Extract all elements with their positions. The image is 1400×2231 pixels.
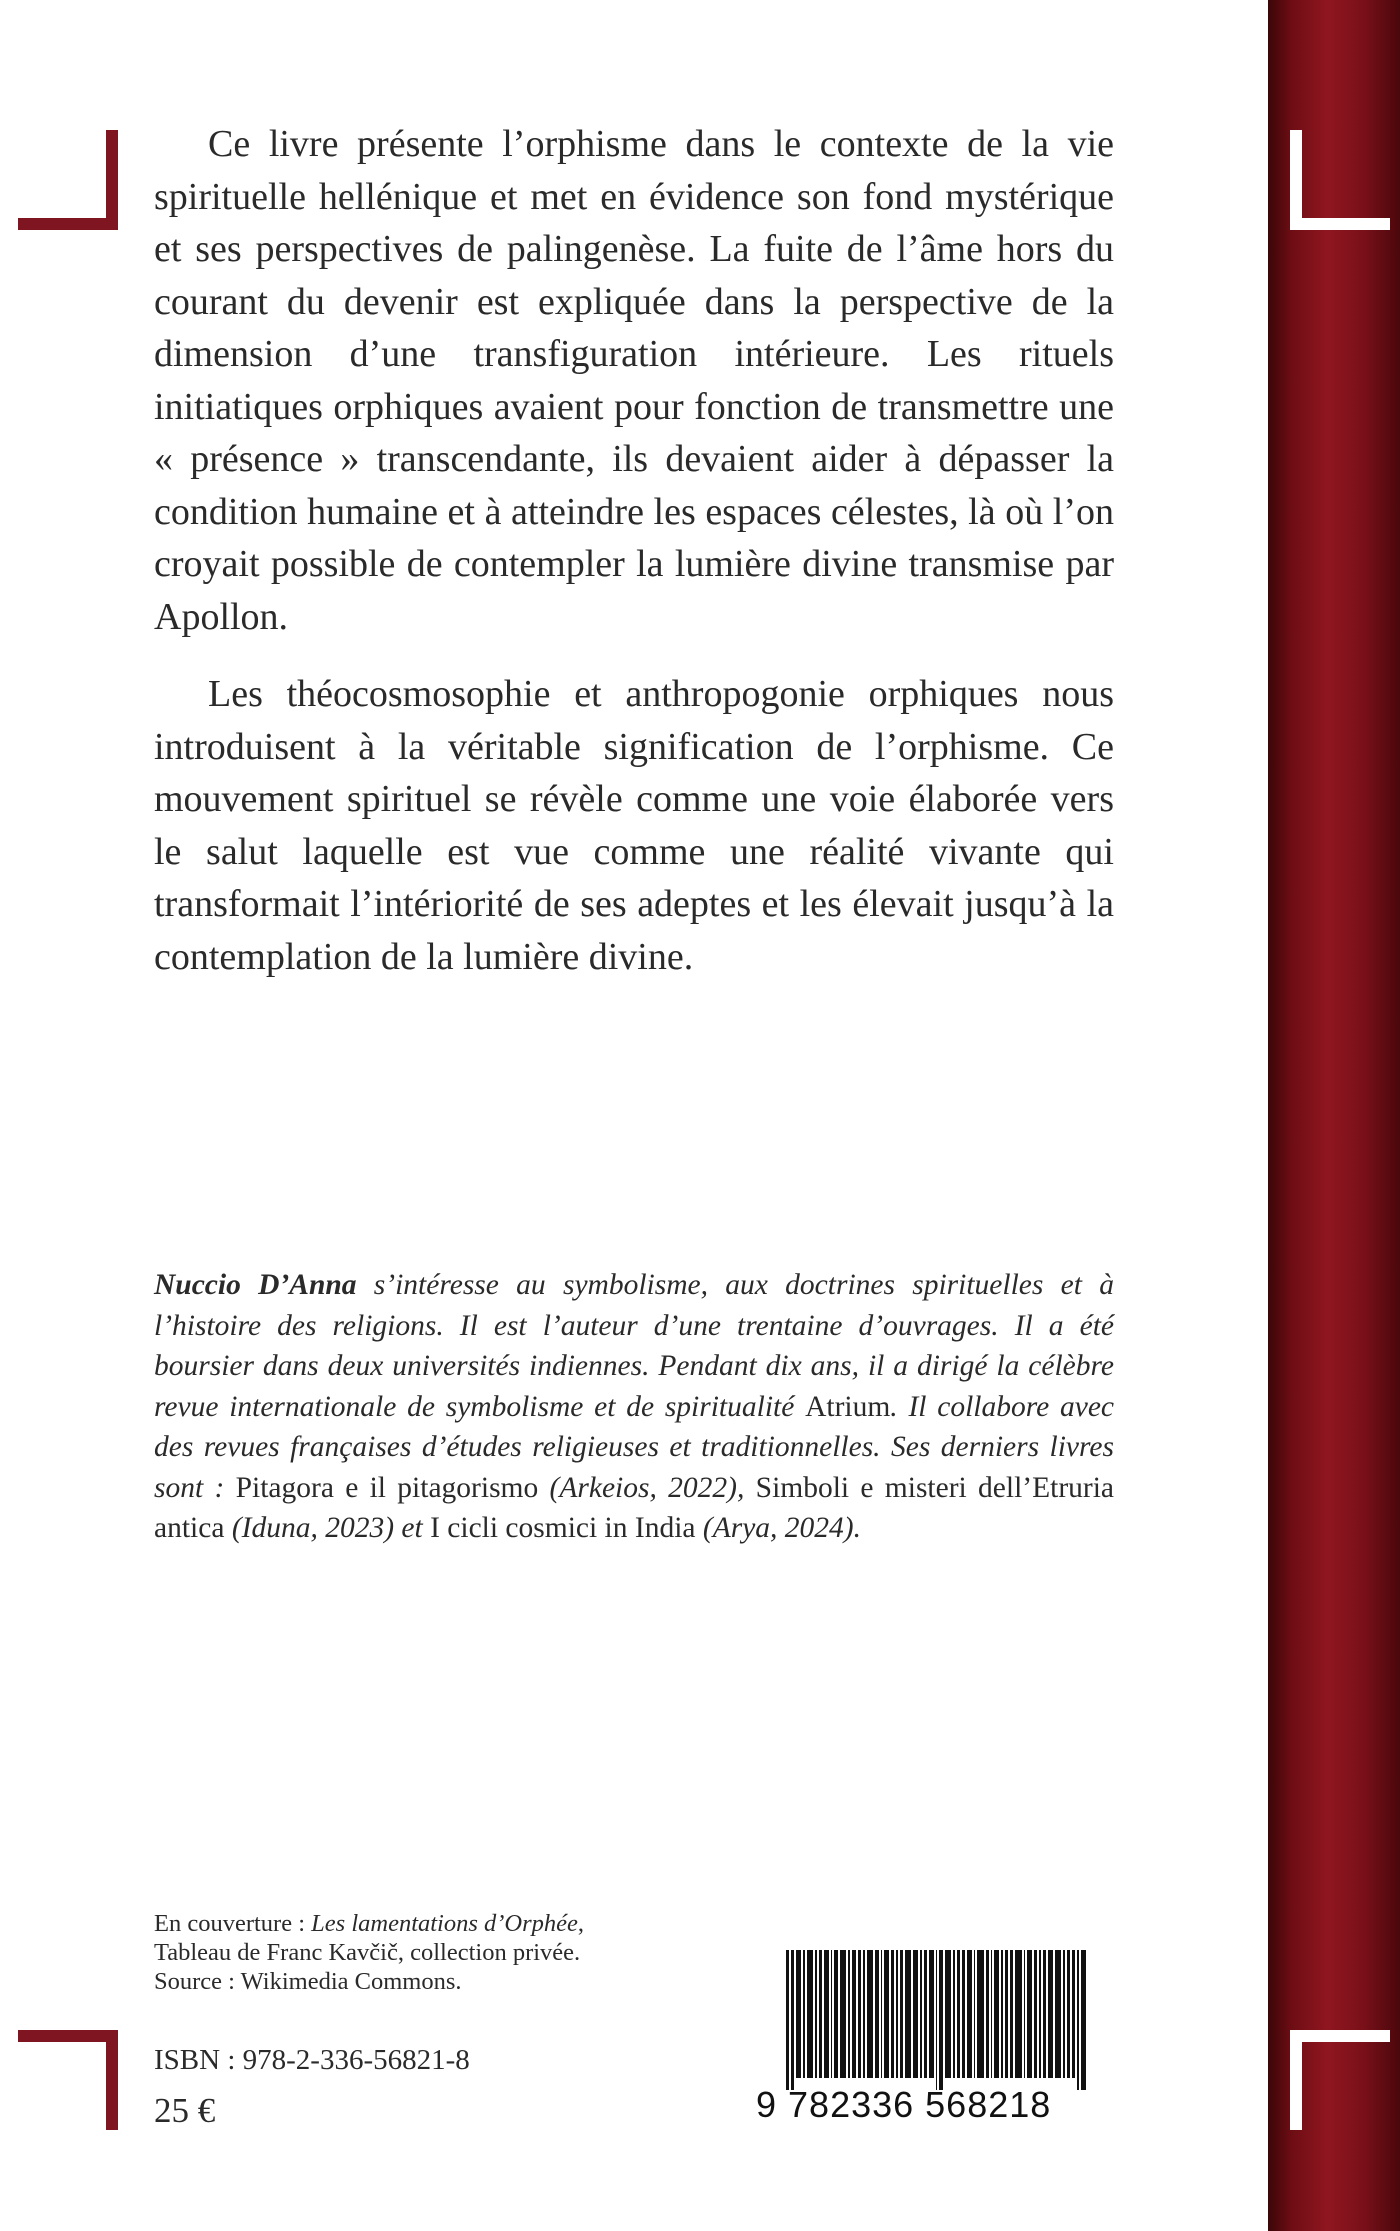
- barcode-bar: [957, 1950, 960, 2078]
- barcode-bar: [945, 1950, 951, 2078]
- barcode-bar: [1024, 1950, 1026, 2078]
- book-publisher-3: (Arya, 2024).: [695, 1512, 861, 1544]
- book-title-1: Pitagora e il pitagorismo: [235, 1471, 539, 1504]
- author-bio-text-1: s’intéresse au symbolisme, aux doctrines spirituelles et à l’histoire des religions. Il est l’auteur d’une trentaine d’ouvrages. Il a été boursier dans deux universités indiennes. Pendant dix ans, il a dirigé la célèbre revue internationale de symbolisme et de spiritualité: [154, 1269, 1114, 1423]
- barcode-bar: [848, 1950, 850, 2078]
- cover-painting-title: Les lamentations d’Orphée: [311, 1910, 578, 1937]
- credit-suffix: ,: [577, 1910, 585, 1937]
- barcode-bar: [1034, 1950, 1037, 2078]
- corner-bracket-top-left: [18, 130, 118, 230]
- blurb-paragraph-1-text: Ce livre présente l’orphisme dans le contexte de la vie spirituelle hellénique et met en évidence son fond mystérique et ses perspectives de palingenèse. La fuite de l’âme hors du courant du devenir est expliquée dans la perspective de la dimension d’une transfiguration intérieure. Les rituels initiatiques orphiques avaient pour fonction de transmettre une « présence » transcendante, ils devaient aider à dépasser la condition humaine et à atteindre les espaces célestes, là où l’on croyait possible de contempler la lumière divine transmise par Apollon.: [154, 123, 1114, 638]
- book-title-2: Simboli e misteri dell’Etruria antica: [154, 1471, 1115, 1544]
- barcode-bar: [891, 1950, 894, 2078]
- corner-bracket-bottom-left: [18, 2030, 118, 2130]
- barcode-bar: [991, 1950, 993, 2078]
- barcode-bar: [867, 1950, 873, 2078]
- barcode-bar: [1001, 1950, 1003, 2078]
- barcode-bar: [986, 1950, 989, 2078]
- barcode-bar: [803, 1950, 805, 2078]
- barcode-bar: [858, 1950, 861, 2078]
- barcode-bar: [994, 1950, 999, 2078]
- barcode: [756, 1950, 1104, 2140]
- barcode-bar: [939, 1950, 942, 2090]
- barcode-bar: [1015, 1950, 1021, 2078]
- barcode-bar: [1043, 1950, 1046, 2078]
- barcode-bar: [1027, 1950, 1032, 2078]
- barcode-bar: [913, 1950, 918, 2078]
- book-publisher-1: (Arkeios, 2022),: [538, 1471, 756, 1504]
- barcode-bar: [786, 1950, 789, 2090]
- barcode-digits: 9 782336 568218: [756, 2084, 1052, 2125]
- barcode-bar: [815, 1950, 817, 2078]
- corner-bracket-bottom-right: [1290, 2030, 1390, 2130]
- barcode-bar: [831, 1950, 833, 2078]
- credit-line-1: [154, 1909, 714, 1938]
- blurb-paragraph-2: [154, 668, 1114, 983]
- barcode-bar: [953, 1950, 955, 2078]
- barcode-bar: [900, 1950, 903, 2078]
- barcode-bar: [863, 1950, 865, 2078]
- author-name: Nuccio D’Anna: [154, 1269, 357, 1301]
- barcode-bar: [1048, 1950, 1053, 2078]
- barcode-bar: [967, 1950, 972, 2078]
- barcode-bar: [896, 1950, 898, 2078]
- barcode-bar: [920, 1950, 922, 2078]
- barcode-bar: [929, 1950, 934, 2078]
- barcode-bar: [905, 1950, 911, 2078]
- cover-credits: [154, 1909, 714, 1996]
- book-title-3: I cicli cosmici in India: [430, 1512, 696, 1544]
- book-spine-band: [1268, 0, 1400, 2231]
- barcode-bar: [936, 1950, 938, 2090]
- barcode-bar: [834, 1950, 837, 2078]
- barcode-bar: [924, 1950, 927, 2078]
- barcode-bar: [852, 1950, 857, 2078]
- barcode-bar: [1055, 1950, 1061, 2078]
- barcode-bar: [1072, 1950, 1075, 2078]
- barcode-bar: [840, 1950, 846, 2078]
- credit-line-2: Tableau de Franc Kavčič, collection privée.: [154, 1939, 581, 1966]
- barcode-bar: [796, 1950, 801, 2078]
- barcode-bar: [807, 1950, 813, 2078]
- blurb-paragraph-2-text: Les théocosmosophie et anthropogonie orphiques nous introduisent à la véritable signification de l’orphisme. Ce mouvement spirituel se révèle comme une voie élaborée vers le salut laquelle est vue comme une réalité vivante qui transformait l’intériorité de ses adeptes et les élevait jusqu’à la contemplation de la lumière divine.: [154, 673, 1114, 978]
- barcode-bar: [824, 1950, 829, 2078]
- barcode-bar: [1005, 1950, 1008, 2078]
- barcode-bar: [1067, 1950, 1070, 2078]
- blurb-paragraph-1: [154, 118, 1114, 643]
- barcode-bar: [962, 1950, 965, 2078]
- author-bio-text-2: . Il collabore avec des revues françaises d’études religieuses et traditionnelles. Ses derniers livres sont :: [154, 1390, 1115, 1504]
- price: 25 €: [154, 2091, 216, 2130]
- credit-prefix: En couverture :: [154, 1910, 312, 1937]
- barcode-bar: [1077, 1950, 1079, 2090]
- credit-line-3: Source : Wikimedia Commons.: [154, 1968, 462, 1995]
- journal-title: Atrium: [805, 1390, 891, 1423]
- barcode-bar: [1081, 1950, 1086, 2090]
- barcode-bar: [1039, 1950, 1041, 2078]
- author-bio: [154, 1265, 1114, 1549]
- barcode-bar: [977, 1950, 983, 2078]
- barcode-bar: [881, 1950, 883, 2078]
- book-publisher-2: (Iduna, 2023) et: [224, 1512, 431, 1544]
- barcode-bar: [1063, 1950, 1065, 2078]
- barcode-bar: [884, 1950, 889, 2078]
- corner-bracket-top-right: [1290, 130, 1390, 230]
- barcode-bar: [819, 1950, 822, 2078]
- barcode-bar: [875, 1950, 878, 2078]
- barcode-bar: [974, 1950, 976, 2078]
- barcode-bar: [1010, 1950, 1013, 2078]
- isbn: ISBN : 978-2-336-56821-8: [154, 2044, 470, 2076]
- barcode-bar: [791, 1950, 794, 2090]
